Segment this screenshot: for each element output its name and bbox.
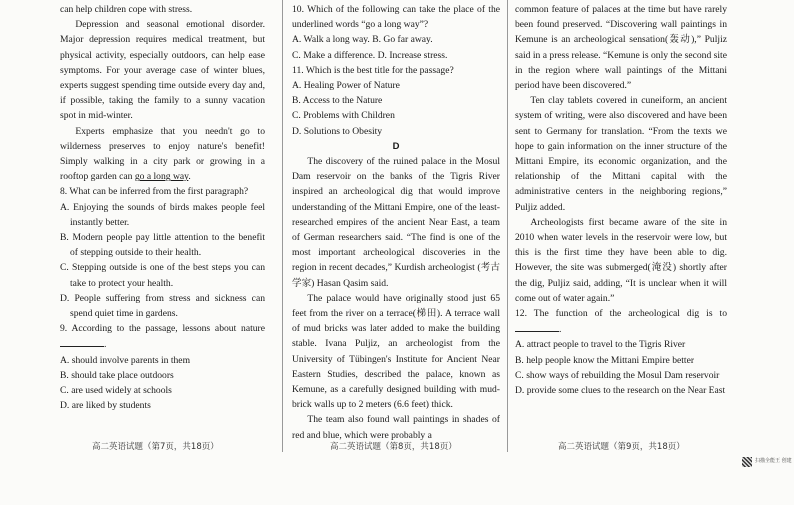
paragraph-experts: Experts emphasize that you needn't go to wilderness preserves to enjoy nature's benefit! Simply walking in a city park or growing in a rooftop garden can go a long way. — [60, 125, 265, 183]
paragraph-palace: The palace would have originally stood just 65 feet from the river on a terrace(梯田). A terrace wall of mud bricks was later added to make the building stable. Ivana Puljiz, an archeologist from the University of Tübingen's Institute for Ancient Near Eastern Studies, described the palace, known as Kemune, as a carefully designed building with mud-brick walls up to 2 meters (6.6 feet) thick. — [292, 292, 500, 411]
q10-options-cd: C. Make a difference. D. Increase stress. — [292, 49, 448, 61]
paragraph-continuation-2: common feature of palaces at the time but have rarely been found preserved. “Discovering wall paintings in Kemune is an archeological sensation(轰动),” Puljiz said in a press release. “Kemune is only the second site in the region where wall paintings of the Mittani period have been discovered.” — [515, 4, 727, 92]
q11-option-a: A. Healing Power of Nature — [292, 80, 400, 92]
q8-option-d: D. People suffering from stress and sickness can spend quiet time in gardens. — [60, 292, 265, 320]
qr-code-icon — [742, 457, 752, 467]
question-8: 8. What can be inferred from the first paragraph? — [60, 186, 249, 198]
watermark-text: 扫描全能王 创建 — [755, 458, 792, 464]
q10-options-ab: A. Walk a long way. B. Go far away. — [292, 34, 433, 46]
answer-blank — [515, 321, 559, 332]
column-page-7 — [60, 2, 265, 413]
q12-option-c: C. show ways of rebuilding the Mosul Dam reservoir — [515, 369, 720, 381]
q9-option-a: A. should involve parents in them — [60, 354, 191, 366]
q8-option-b: B. Modern people pay little attention to the benefit of stepping outside to their health. — [60, 232, 265, 259]
paragraph-site: Archeologists first became aware of the site in 2010 when water levels in the reservoir were low, but this is the first time they have been able to dig. However, the site was submerged(淹没) shortly after the dig, Puljiz said, adding, “It is unclear when it will come out of water again.” — [515, 216, 727, 304]
page-footer-8: 高二英语试题（第8页，共18页） — [330, 442, 457, 452]
paragraph-depression: Depression and seasonal emotional disorder. Major depression requires medical treatment, but physical activity, especially outdoors, can help ease symptoms. For your average case of winter blues, experts suggest spending time outside every day and, if possible, taking the family to a sunny vacation spot in mid-winter. — [60, 19, 265, 122]
q12-option-b: B. help people know the Mittani Empire better — [515, 354, 695, 366]
page-footer-9: 高二英语试题（第9页，共18页） — [558, 442, 685, 452]
q12-option-d: D. provide some clues to the research on the Near East — [515, 385, 726, 397]
question-10: 10. Which of the following can take the place of the underlined words “go a long way”? — [292, 4, 500, 31]
question-11: 11. Which is the best title for the passage? — [292, 64, 454, 76]
q9-option-b: B. should take place outdoors — [60, 369, 174, 381]
scanner-watermark — [742, 455, 790, 469]
paragraph-discovery: The discovery of the ruined palace in the Mosul Dam reservoir on the banks of the Tigris River inspired an archeological dig that would improve understanding of the Mittani Empire, one of the least-researched empires of the ancient Near East, a team of German researchers said. “The find is one of the most important archeological discoveries in the region in recent decades,” Kurdish archeologist (考古学家) Hasan Qasim said. — [292, 156, 500, 289]
paragraph-paintings: The team also found wall paintings in shades of red and blue, which were probably a — [292, 414, 500, 441]
page-footer-7: 高二英语试题（第7页，共18页） — [92, 442, 219, 452]
column-page-8 — [292, 2, 500, 443]
q11-option-d: D. Solutions to Obesity — [292, 125, 383, 137]
q9-option-c: C. are used widely at schools — [60, 385, 172, 397]
column-divider-1 — [282, 0, 283, 452]
section-heading-d: D — [392, 140, 400, 152]
column-page-9 — [515, 2, 727, 398]
answer-blank — [60, 336, 104, 347]
column-divider-2 — [507, 0, 508, 452]
underlined-phrase: go a long way — [134, 171, 189, 183]
question-12: 12. The function of the archeological dig is to . — [515, 308, 727, 336]
question-9: 9. According to the passage, lessons about nature . — [60, 323, 265, 351]
paragraph-tablets: Ten clay tablets covered in cuneiform, an ancient system of writing, were also discovered and have been sent to Germany for translation. “From the texts we hope to gain information on the inner structure of the Mittani Empire, its economic organization, and the relationship of the Mittani capital with the administrative centers in the neighboring regions,” Puljiz added. — [515, 95, 727, 213]
q8-option-a: A. Enjoying the sounds of birds makes people feel instantly better. — [60, 201, 265, 228]
paragraph-continuation: can help children cope with stress. — [60, 4, 193, 15]
q12-option-a: A. attract people to travel to the Tigris River — [515, 339, 686, 351]
q11-option-c: C. Problems with Children — [292, 110, 395, 122]
q11-option-b: B. Access to the Nature — [292, 95, 383, 107]
q9-option-d: D. are liked by students — [60, 400, 151, 412]
q8-option-c: C. Stepping outside is one of the best steps you can take to protect your health. — [60, 262, 265, 289]
